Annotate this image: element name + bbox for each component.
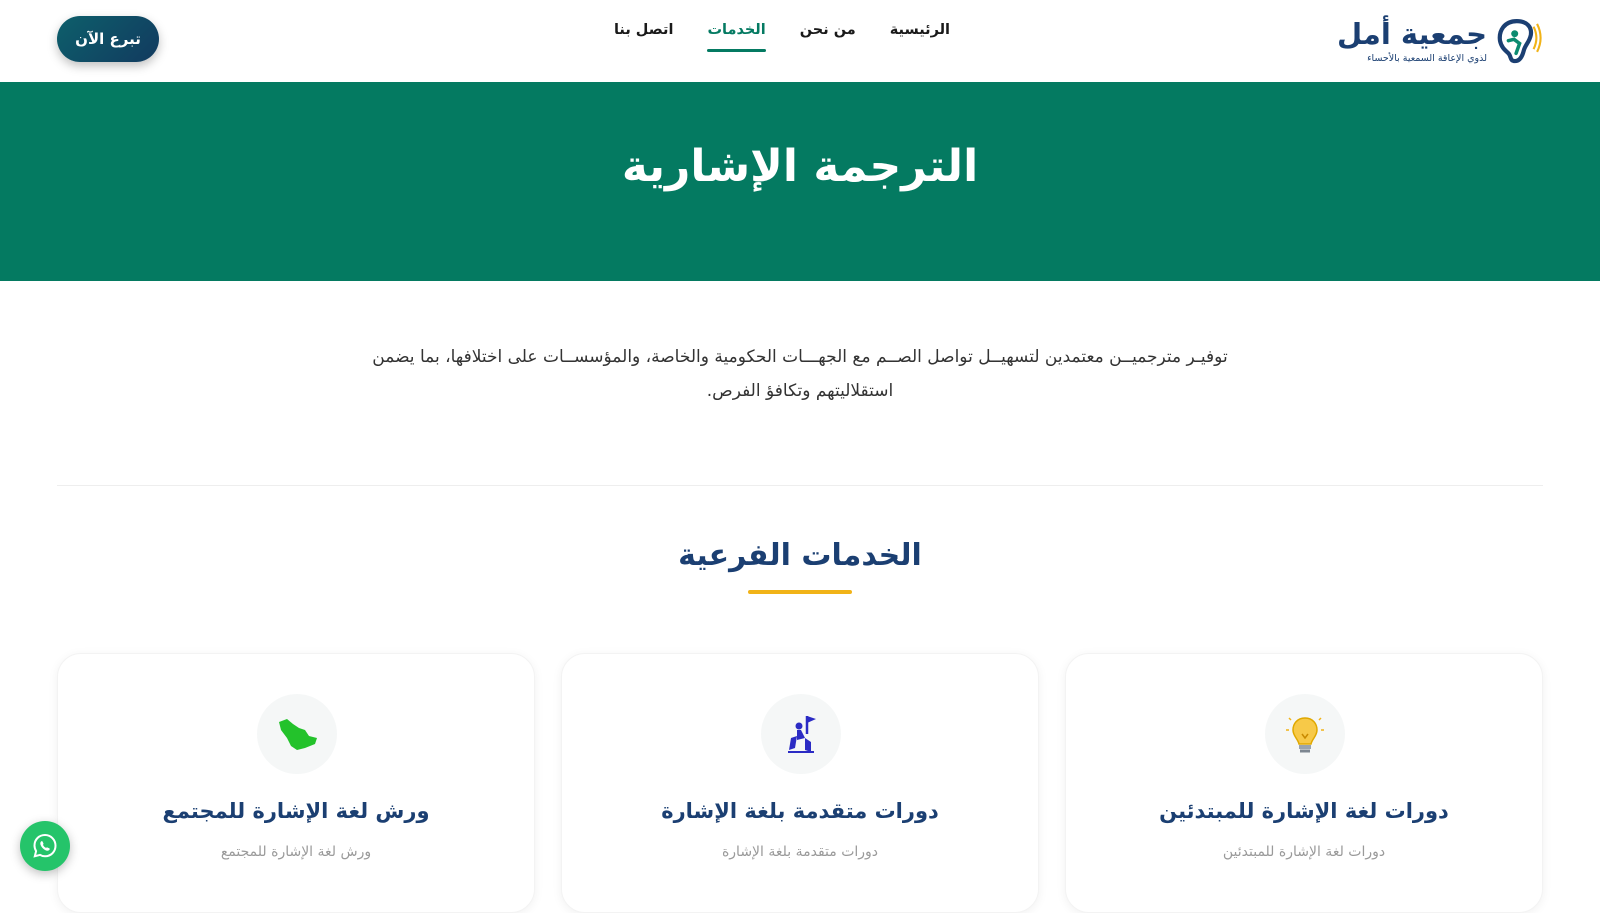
logo-name: جمعية أمل <box>1337 16 1488 51</box>
card-subtitle: ورش لغة الإشارة للمجتمع <box>220 844 372 860</box>
card-subtitle: دورات لغة الإشارة للمبتدئين <box>1222 844 1386 860</box>
nav-item-contact[interactable]: اتصل بنا <box>613 22 674 38</box>
subservice-card-beginners[interactable] <box>1065 653 1543 913</box>
nav-item-about[interactable]: من نحن <box>799 22 856 38</box>
ear-icon <box>1493 7 1542 73</box>
card-icon-wrapper <box>761 694 841 774</box>
site-header <box>0 0 1600 82</box>
title-underline <box>748 590 852 594</box>
saudi-map-icon <box>275 716 319 752</box>
logo-text <box>1337 17 1487 64</box>
subservices-cards <box>57 653 1543 913</box>
nav-item-home[interactable]: الرئيسية <box>889 22 950 38</box>
card-title: دورات متقدمة بلغة الإشارة <box>661 799 939 823</box>
subservice-card-advanced[interactable] <box>561 653 1039 913</box>
card-icon-wrapper <box>257 694 337 774</box>
main-nav <box>614 22 950 52</box>
whatsapp-icon <box>32 833 58 859</box>
card-title: ورش لغة الإشارة للمجتمع <box>162 799 430 823</box>
lightbulb-icon <box>1285 712 1325 756</box>
climbing-flag-icon <box>783 712 819 756</box>
nav-item-services[interactable]: الخدمات <box>707 22 765 52</box>
subservice-card-community[interactable] <box>57 653 535 913</box>
card-title: دورات لغة الإشارة للمبتدئين <box>1159 799 1449 823</box>
service-description: توفيـر مترجميــن معتمدين لتسهيــل تواصل الصــم مع الجهـــات الحكومية والخاصة، والمؤسســات على اختلافها، بما يضمن استقلاليتهم وتكافؤ الفرص. <box>372 347 1228 401</box>
hero-banner <box>0 82 1600 281</box>
site-logo[interactable] <box>1337 6 1542 74</box>
page-title: الترجمة الإشارية <box>621 141 979 192</box>
section-divider <box>57 485 1543 486</box>
whatsapp-button[interactable] <box>20 821 70 871</box>
logo-tagline: لذوي الإعاقة السمعية بالأحساء <box>1367 52 1488 64</box>
donate-button[interactable]: تبرع الآن <box>57 16 159 62</box>
subservices-title: الخدمات الفرعية <box>678 538 922 573</box>
card-subtitle: دورات متقدمة بلغة الإشارة <box>721 844 879 860</box>
card-icon-wrapper <box>1265 694 1345 774</box>
